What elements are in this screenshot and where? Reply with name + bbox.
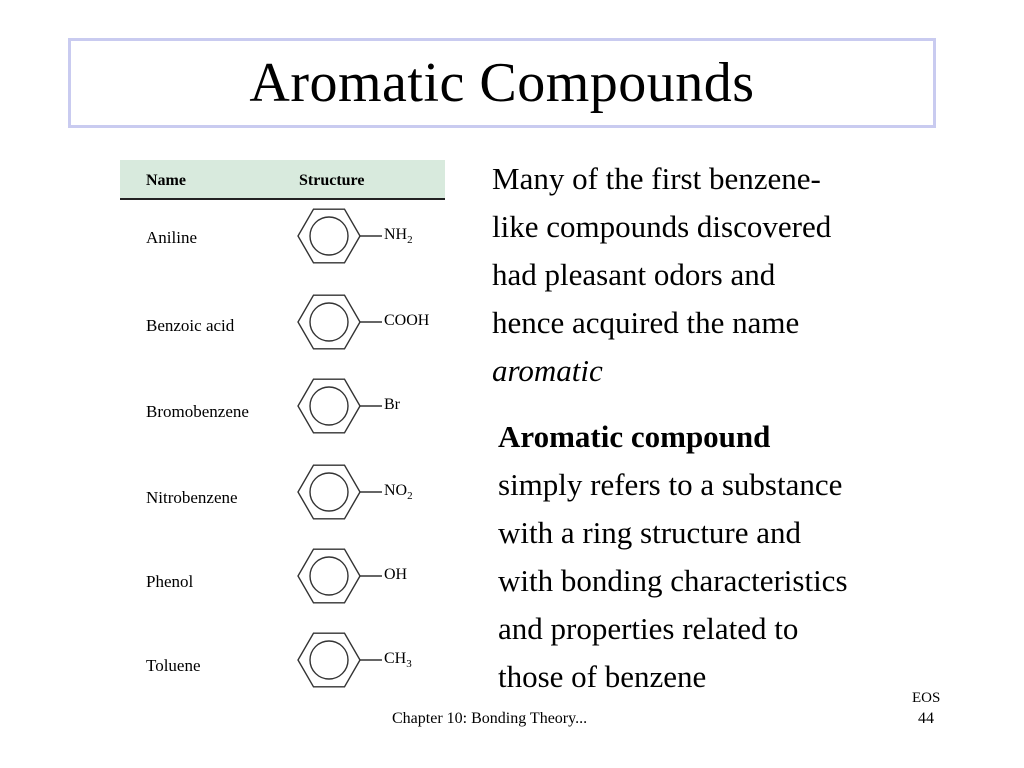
aromatic-circle [310, 557, 348, 595]
benzene-ring-structure [120, 208, 445, 292]
benzene-ring-structure [120, 632, 445, 716]
benzene-ring-structure [120, 378, 445, 462]
benzene-ring-structure [120, 464, 445, 548]
aromatic-circle [310, 641, 348, 679]
substituent-label [384, 566, 407, 584]
substituent-group: NO [384, 482, 408, 499]
title-box [68, 38, 936, 128]
substituent-subscript: 2 [407, 234, 413, 247]
compounds-table [120, 160, 445, 200]
definition-line-4: and properties related to [498, 611, 799, 646]
table-row [120, 208, 445, 292]
substituent-label [384, 396, 400, 414]
aromatic-circle [310, 387, 348, 425]
substituent-group: OH [384, 566, 408, 583]
intro-line-4: hence acquired the name [492, 305, 800, 340]
intro-line-3: had pleasant odors and [492, 257, 776, 292]
page-number: 44 [918, 710, 934, 727]
substituent-label [384, 312, 429, 330]
eos-label: EOS [912, 690, 941, 706]
table-row [120, 378, 445, 462]
header-structure: Structure [299, 172, 365, 189]
table-row [120, 464, 445, 548]
table-row [120, 294, 445, 378]
substituent-subscript: 3 [406, 658, 412, 671]
compound-name: Nitrobenzene [146, 488, 238, 507]
benzene-ring-structure [120, 294, 445, 378]
substituent-group: COOH [384, 312, 430, 329]
substituent-group: NH [384, 226, 408, 243]
intro-line-1: Many of the first benzene- [492, 161, 821, 196]
compound-name: Toluene [146, 656, 201, 675]
aromatic-circle [310, 217, 348, 255]
definition-line-1: simply refers to a substance [498, 467, 843, 502]
substituent-label [384, 226, 413, 246]
intro-line-2: like compounds discovered [492, 209, 832, 244]
header-name: Name [146, 172, 186, 189]
compound-name: Aniline [146, 228, 197, 247]
table-row [120, 632, 445, 716]
substituent-subscript: 2 [407, 490, 413, 503]
intro-paragraph [492, 155, 962, 395]
substituent-group: Br [384, 396, 400, 413]
definition-line-5: those of benzene [498, 659, 707, 694]
substituent-label [384, 650, 412, 670]
table-row [120, 548, 445, 632]
slide-title: Aromatic Compounds [249, 52, 755, 114]
compound-name: Bromobenzene [146, 402, 249, 421]
definition-term: Aromatic compound [498, 419, 771, 454]
benzene-ring-structure [120, 548, 445, 632]
aromatic-circle [310, 473, 348, 511]
substituent-label [384, 482, 413, 502]
table-header [120, 160, 445, 200]
footer-chapter: Chapter 10: Bonding Theory... [392, 710, 588, 727]
definition-line-2: with a ring structure and [498, 515, 802, 550]
aromatic-circle [310, 303, 348, 341]
compound-name: Phenol [146, 572, 194, 591]
compound-name: Benzoic acid [146, 316, 235, 335]
intro-italic-term: aromatic [492, 353, 603, 388]
substituent-group: CH [384, 650, 407, 667]
definition-line-3: with bonding characteristics [498, 563, 848, 598]
definition-paragraph [498, 413, 968, 701]
